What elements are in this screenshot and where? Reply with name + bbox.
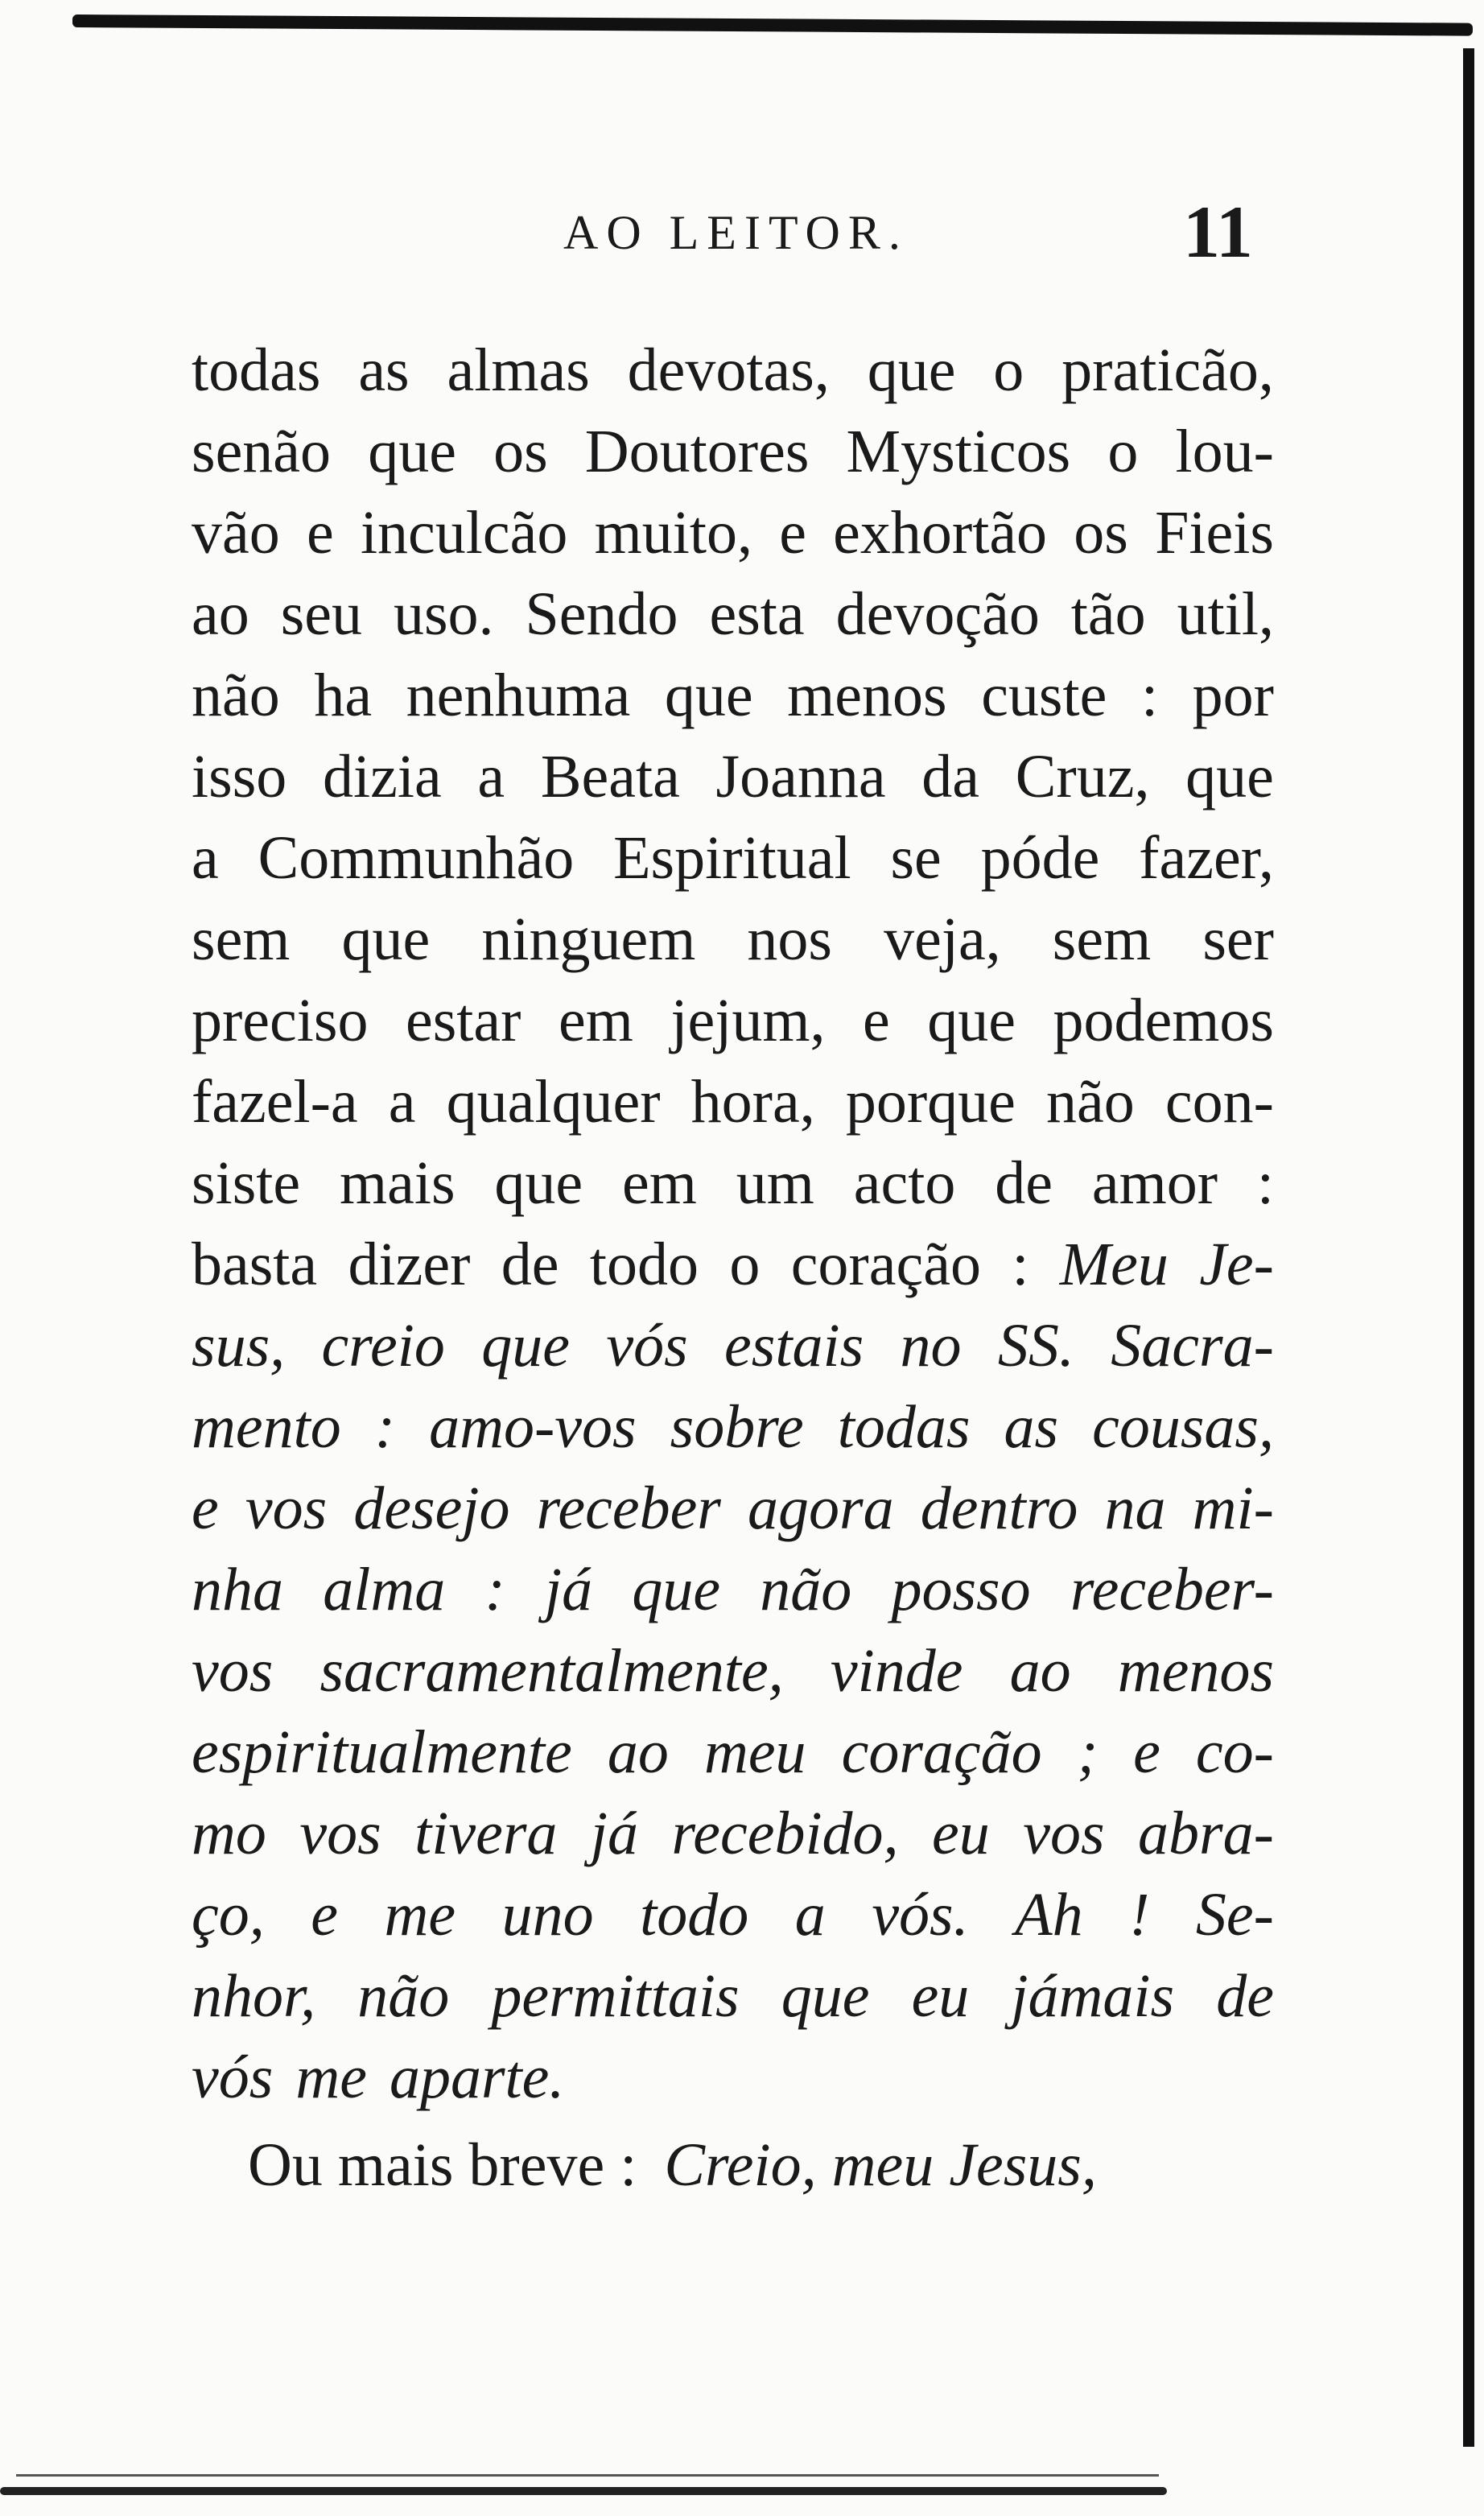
word: : (1140, 662, 1159, 729)
word: não (760, 1556, 852, 1623)
word: os (493, 418, 548, 485)
word: vos (1023, 1800, 1105, 1867)
word: SS. (997, 1312, 1074, 1380)
word: siste (192, 1149, 301, 1217)
scan-edge-right (1463, 48, 1474, 2447)
word: Fieis (1155, 499, 1274, 567)
word: isso (192, 743, 287, 810)
running-head: AO LEITOR. (563, 206, 909, 259)
scan-edge-bottom-thin (16, 2474, 1159, 2477)
word: veja, (884, 905, 1001, 973)
text-line (192, 736, 1274, 818)
word: recebido, (671, 1800, 899, 1867)
word: vos (192, 1637, 274, 1705)
word: nhor, (192, 1962, 316, 2030)
word: estar (406, 987, 521, 1054)
word: mais (340, 1149, 456, 1217)
word: eu (911, 1962, 970, 2030)
word: já (544, 1556, 593, 1623)
word: receber (536, 1475, 721, 1542)
word: podemos (1053, 987, 1274, 1054)
word: que (341, 905, 431, 973)
text-line (192, 1549, 1274, 1631)
word: acto (853, 1149, 956, 1217)
scan-edge-bottom (0, 2487, 1167, 2495)
word: dizer (348, 1231, 471, 1298)
word: a (794, 1881, 826, 1949)
word: o (993, 336, 1024, 404)
word: me (295, 2044, 367, 2111)
word: co- (1195, 1718, 1274, 1786)
word: que (368, 418, 456, 485)
text-line (192, 2037, 1274, 2118)
text-line (192, 899, 1274, 980)
word: todo (589, 1231, 699, 1298)
word: me (384, 1881, 456, 1949)
word: Ah (1015, 1881, 1083, 1949)
word: Je- (1199, 1231, 1274, 1298)
word: inculcão (360, 499, 568, 567)
word: uno (501, 1881, 594, 1949)
word: ao (1009, 1637, 1071, 1705)
word: muito, (594, 499, 752, 567)
word: sobre (670, 1393, 804, 1461)
word: todas (192, 336, 321, 404)
text-line (192, 655, 1274, 736)
word: vos (245, 1475, 328, 1542)
word: que (1185, 743, 1274, 810)
word: : (1256, 1149, 1274, 1217)
word: desejo (353, 1475, 510, 1542)
text-line (192, 1793, 1274, 1875)
word: fazel-a (192, 1068, 358, 1136)
word: estais (724, 1312, 864, 1380)
word: exhortão (833, 499, 1048, 567)
word: a (477, 743, 505, 810)
word: a (192, 824, 219, 892)
word: eu (932, 1800, 990, 1867)
word: não (357, 1962, 450, 2030)
word: amo-vos (429, 1393, 637, 1461)
word: senão (192, 418, 332, 485)
word: sem (1052, 905, 1152, 973)
word: jámais (1011, 1962, 1175, 2030)
text-line (192, 493, 1274, 574)
text-line (192, 1224, 1274, 1305)
body-text (192, 330, 1274, 2206)
final-line-italic: Creio, meu Jesus, (664, 2131, 1097, 2199)
word: da (921, 743, 980, 810)
word: ! (1129, 1881, 1150, 1949)
word: dizia (322, 743, 442, 810)
word: basta (192, 1231, 318, 1298)
word: lou- (1175, 418, 1274, 485)
text-line (192, 1387, 1274, 1468)
text-line (192, 980, 1274, 1062)
word: Cruz, (1015, 743, 1150, 810)
word: aparte. (389, 2044, 565, 2111)
word: seu (280, 580, 363, 648)
word: alma (323, 1556, 446, 1623)
word: que (481, 1312, 570, 1380)
text-line (192, 1712, 1274, 1793)
word: abra- (1138, 1800, 1274, 1867)
word: todo (640, 1881, 749, 1949)
word: já (590, 1800, 639, 1867)
word: coração (790, 1231, 981, 1298)
word: : (484, 1556, 505, 1623)
word: amor (1091, 1149, 1218, 1217)
word: vós. (872, 1881, 969, 1949)
word: póde (980, 824, 1100, 892)
word: custe (981, 662, 1107, 729)
word: coração (841, 1718, 1042, 1786)
text-line (192, 1956, 1274, 2037)
word: Beata (540, 743, 680, 810)
word: vinde (830, 1637, 963, 1705)
word: a (388, 1068, 416, 1136)
page-number: 11 (1183, 191, 1253, 273)
word: nha (192, 1556, 283, 1623)
word: con- (1165, 1068, 1274, 1136)
word: : (374, 1393, 396, 1461)
word: o (1107, 418, 1139, 485)
word: dentro (920, 1475, 1078, 1542)
word: menos (787, 662, 947, 729)
word: Se- (1195, 1881, 1274, 1949)
word: Mysticos (846, 418, 1071, 485)
scan-edge-top (72, 14, 1473, 36)
word: que (927, 987, 1016, 1054)
word: que (632, 1556, 721, 1623)
word: ao (192, 580, 249, 648)
word: de (995, 1149, 1053, 1217)
word: Sacra- (1111, 1312, 1274, 1380)
word: fazer, (1139, 824, 1274, 892)
word: de (501, 1231, 559, 1298)
text-line (192, 1468, 1274, 1549)
word: na (1104, 1475, 1166, 1542)
word: devoção (835, 580, 1040, 648)
word: as (358, 336, 410, 404)
word: sus, (192, 1312, 286, 1380)
word: devotas, (627, 336, 830, 404)
word: ser (1202, 905, 1274, 973)
word: que (664, 662, 753, 729)
word: sacramentalmente, (319, 1637, 784, 1705)
text-line (192, 574, 1274, 655)
word: vós (192, 2044, 274, 2111)
word: se (890, 824, 942, 892)
word: as (1004, 1393, 1059, 1461)
word: agora (748, 1475, 894, 1542)
word: e (306, 499, 334, 567)
word: que (867, 336, 956, 404)
word: nos (747, 905, 832, 973)
word: e (192, 1475, 219, 1542)
word: meu (703, 1718, 806, 1786)
word: esta (709, 580, 805, 648)
word: posso (891, 1556, 1031, 1623)
text-line (192, 1875, 1274, 1956)
word: espiritualmente (192, 1718, 572, 1786)
word: vão (192, 499, 280, 567)
word: Sendo (525, 580, 678, 648)
word: não (1046, 1068, 1135, 1136)
word: em (559, 987, 633, 1054)
word: tivera (414, 1800, 558, 1867)
word: Doutores (584, 418, 810, 485)
word: Espiritual (613, 824, 851, 892)
word: Joanna (715, 743, 886, 810)
word: ; (1077, 1718, 1099, 1786)
word: por (1192, 662, 1274, 729)
word: e (863, 987, 890, 1054)
word: praticão, (1061, 336, 1274, 404)
word: preciso (192, 987, 369, 1054)
text-line (192, 1305, 1274, 1387)
word: e (779, 499, 806, 567)
word: mento (192, 1393, 341, 1461)
word: mi- (1192, 1475, 1274, 1542)
final-line-lead: Ou mais breve : (248, 2131, 637, 2199)
word: e (311, 1881, 338, 1949)
word: todas (837, 1393, 971, 1461)
word: porque (845, 1068, 1016, 1136)
word: Communhão (258, 824, 575, 892)
word: o (729, 1231, 761, 1298)
text-line (192, 411, 1274, 493)
word: tão (1070, 580, 1146, 648)
word: e (1133, 1718, 1160, 1786)
word: de (1216, 1962, 1274, 2030)
word: creio (321, 1312, 445, 1380)
word: mo (192, 1800, 266, 1867)
text-line (192, 1143, 1274, 1224)
word: permittais (491, 1962, 740, 2030)
word: : (1012, 1231, 1029, 1298)
text-line (192, 1631, 1274, 1712)
word: qualquer (446, 1068, 661, 1136)
word: almas (447, 336, 590, 404)
word: em (622, 1149, 697, 1217)
word: sem (192, 905, 291, 973)
text-line (192, 330, 1274, 411)
word: receber- (1070, 1556, 1274, 1623)
word: ha (314, 662, 373, 729)
word: os (1074, 499, 1128, 567)
word: jejum, (670, 987, 826, 1054)
word: não (192, 662, 280, 729)
word: ninguem (481, 905, 696, 973)
word: ço, (192, 1881, 265, 1949)
word: que (494, 1149, 583, 1217)
word: hora, (690, 1068, 815, 1136)
word: vos (299, 1800, 381, 1867)
word: um (736, 1149, 814, 1217)
word: util, (1177, 580, 1274, 648)
word: menos (1117, 1637, 1274, 1705)
text-line (192, 818, 1274, 899)
word: Meu (1059, 1231, 1169, 1298)
word: que (781, 1962, 870, 2030)
word: cousas, (1092, 1393, 1274, 1461)
word: vós (606, 1312, 688, 1380)
final-text-line (192, 2125, 1274, 2206)
word: no (900, 1312, 962, 1380)
word: ao (607, 1718, 669, 1786)
word: nenhuma (406, 662, 631, 729)
text-line (192, 1062, 1274, 1143)
word: uso. (393, 580, 494, 648)
